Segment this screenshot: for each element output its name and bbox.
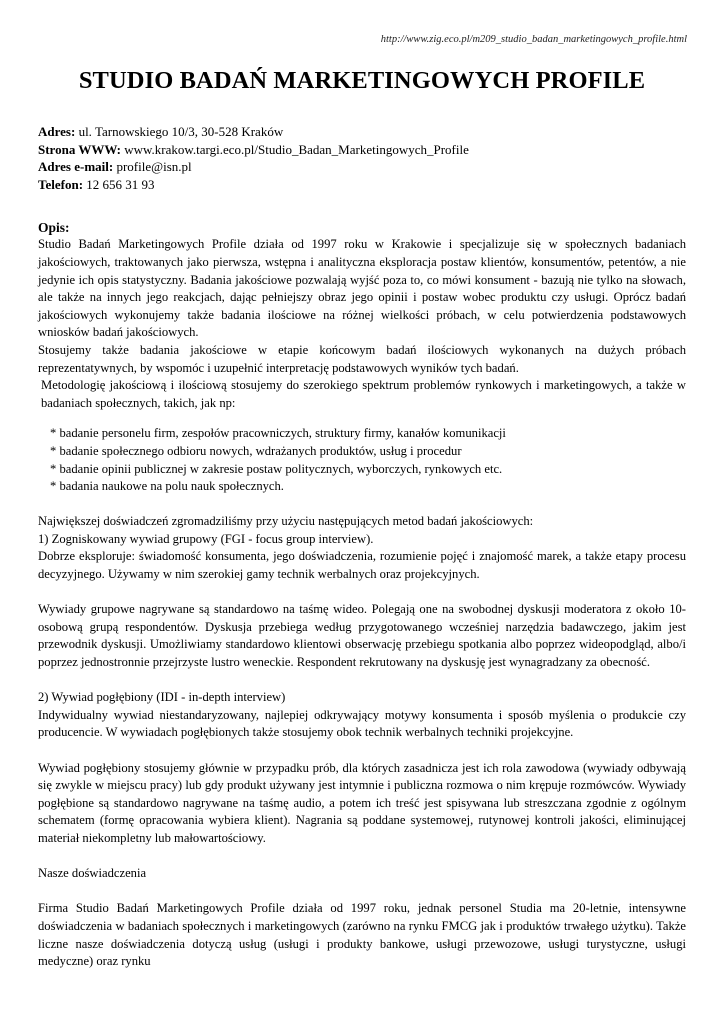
research-areas-list (38, 425, 686, 495)
email-line (38, 158, 686, 176)
source-url: http://www.zig.eco.pl/m209_studio_badan_marketingowych_profile.html (380, 34, 687, 45)
contact-block (38, 123, 686, 193)
paragraph-fgi-desc: Dobrze eksploruje: świadomość konsumenta, jego doświadczenia, rozumienie pojęć i znajomość marek, a także etapy procesu decyzyjnego. Używamy w nim szerokiej gamy technik werbalnych oraz projekcyjnych. (38, 549, 686, 582)
list-item: * badanie opinii publicznej w zakresie postaw politycznych, wyborczych, rynkowych etc. (50, 461, 503, 476)
paragraph-idi-usage: Wywiad pogłębiony stosujemy głównie w przypadku prób, dla których zasadnicza jest ich rola zawodowa (wywiady odbywają się zwykle w miejscu pracy) lub gdy produkt używany jest intymnie i publiczna rozmowa o nim krępuje rozmówców. Wywiady pogłębione są standardowo nagrywane na taśmę audio, a potem ich treść jest spisywana lub streszczana zgodnie z ogólnym schematem (formę opracowania wybiera klient). Nagrania są poddane systemowej, rutynowej kontroli jakości, eliminującej materiał niekompletny lub małowartościowy. (38, 760, 686, 845)
paragraph-methodology: Metodologię jakościową i ilościową stosujemy do szerokiego spektrum problemów rynkowych i marketingowych, a także w badaniach społecznych, takich, jak np: (41, 378, 686, 410)
paragraph-idi-desc: Indywidualny wywiad niestandaryzowany, najlepiej odkrywający motywy konsumenta i sposób myślenia o produkcie czy producencie. W wywiadach pogłębionych także stosujemy obok technik werbalnych techniki projekcyjne. (38, 707, 686, 740)
page-title: STUDIO BADAŃ MARKETINGOWYCH PROFILE (78, 67, 646, 94)
phone-value: 12 656 31 93 (86, 176, 155, 192)
address-label: Adres: (38, 124, 76, 139)
paragraph-intro: Studio Badań Marketingowych Profile działa od 1997 roku w Krakowie i specjalizuje się w społecznych badaniach jakościowych, traktowanych jako pierwsza, wstępna i analityczna eksploracja postaw klientów, konsumentów, petentów, a nie jedynie ich opis statystyczny. Badania jakościowe pozwalają wyjść poza to, co mówi konsument - bazują nie tylko na słowach, ale także na innych jego reakcjach, dając pełniejszy obraz jego opinii i postaw wobec produktu czy usługi. Oprócz badań jakościowych wykonujemy także badania ilościowe na różnej wielkości próbach, w celu potwierdzenia podstawowych wniosków badań jakościowych. (38, 237, 686, 340)
address-line (38, 123, 686, 141)
phone-line (38, 176, 686, 194)
list-item: * badanie społecznego odbioru nowych, wdrażanych produktów, usług i procedur (50, 443, 462, 458)
paragraph-quantitative: Stosujemy także badania jakościowe w etapie końcowym badań ilościowych wykonanych na dużych próbach reprezentatywnych, by wspomóc i uzupełnić interpretację podstawowych wyników tych badań. (38, 342, 686, 375)
email-label: Adres e-mail: (38, 159, 114, 175)
paragraph-experience: Firma Studio Badań Marketingowych Profile działa od 1997 roku, jednak personel Studia ma 20-letnie, intensywne doświadczenia w badaniach społecznych i marketingowych (zarówno na rynku FMCG jak i produktów trwałego użytku). Także liczne nasze doświadczenia dotyczą usług (usługi i produkty bankowe, usługi przewozowe, usługi turystyczne, usługi medyczne) oraz rynku (38, 901, 686, 969)
www-label: Strona WWW: (38, 141, 121, 157)
email-value[interactable]: profile@isn.pl (116, 159, 192, 175)
paragraph-experience-heading: Nasze doświadczenia (38, 866, 147, 881)
paragraph-fgi-recording: Wywiady grupowe nagrywane są standardowo na taśmę wideo. Polegają one na swobodnej dyskusji moderatora z około 10-osobową grupą respondentów. Dyskusja przebiega według przygotowanego wcześniej narzędzia badawczego, jakim jest przewodnik dyskusji. Umożliwiamy standardowo klientowi obserwację przebiegu spotkania albo poprzez wideopodgląd, albo/i poprzez jednostronnie przejrzyste lustro weneckie. Respondent rekrutowany na dyskusję jest wynagradzany za obecność. (38, 602, 686, 670)
list-item: * badania naukowe na polu nauk społecznych. (50, 479, 284, 494)
list-item: * badanie personelu firm, zespołów pracowniczych, struktury firmy, kanałów komunikacji (50, 426, 506, 441)
document-page (38, 66, 686, 971)
description-heading: Opis: (38, 220, 70, 236)
www-value[interactable]: www.krakow.targi.eco.pl/Studio_Badan_Marketingowych_Profile (124, 141, 469, 157)
paragraph-methods-intro: Największej doświadczeń zgromadziliśmy przy użyciu następujących metod badań jakościowych: (38, 514, 534, 529)
paragraph-idi-heading: 2) Wywiad pogłębiony (IDI - in-depth interview) (38, 690, 286, 705)
www-line (38, 141, 686, 159)
paragraph-fgi-heading: 1) Zogniskowany wywiad grupowy (FGI - focus group interview). (38, 531, 374, 546)
address-value: ul. Tarnowskiego 10/3, 30-528 Kraków (78, 124, 284, 139)
phone-label: Telefon: (38, 176, 84, 192)
